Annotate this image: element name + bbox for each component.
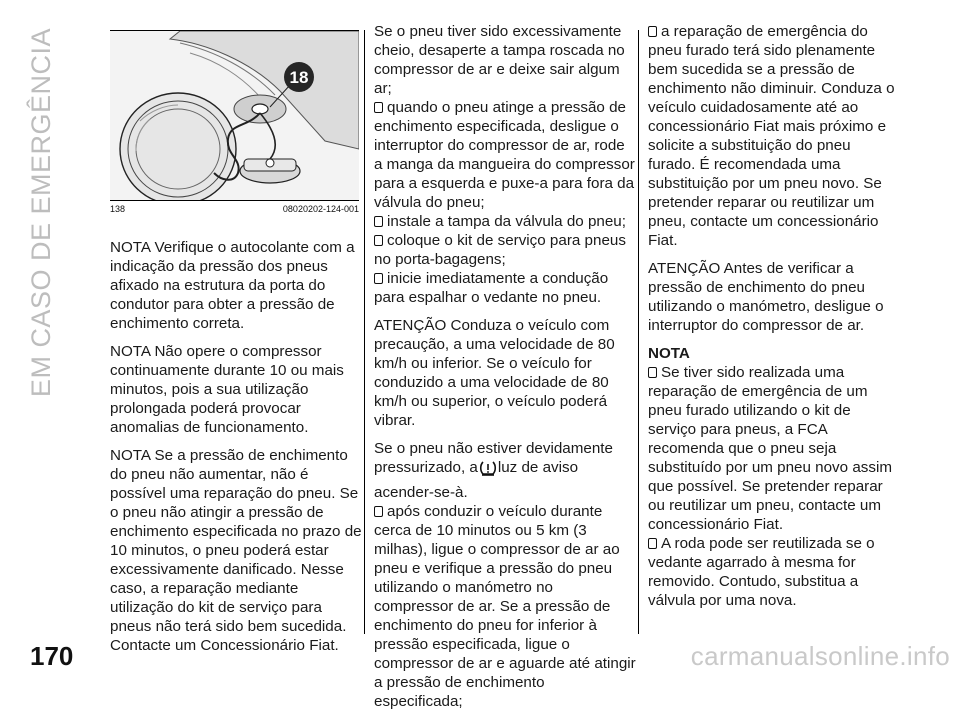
figure-ref-number: 138 — [110, 204, 126, 214]
bullet-text: coloque o kit de serviço para pneus no porta-bagagens; — [374, 232, 626, 268]
section-side-title — [2, 28, 80, 628]
warning-before-checking-pressure: ATENÇÃO Antes de verificar a pressão de enchimento do pneu utilizando o manómetro, desligue o interruptor do compressor de ar. — [648, 260, 884, 334]
tire-compressor-illustration — [110, 30, 359, 201]
checkbox-bullet-icon — [374, 216, 383, 227]
bullet-item — [374, 231, 636, 269]
paragraph-overinflated: Se o pneu tiver sido excessivamente cheio, desaperte a tampa roscada no compressor de ar e deixe sair algum ar; — [374, 23, 625, 97]
bullet-text: após conduzir o veículo durante cerca de 10 minutos ou 5 km (3 milhas), ligue o compressor de ar ao pneu e verifique a pressão do pneu utilizando o manómetro no compressor de ar. Se a pressão de enchimento do pneu for inferior à pressão especificada, ligue o compressor de ar e aguarde até atingir a pressão de enchimento especificada; — [374, 503, 636, 710]
figure-code: 08020202-124-001 — [282, 204, 359, 214]
text-column-1 — [110, 238, 362, 664]
bullet-item — [648, 22, 900, 250]
callout-number: 18 — [289, 68, 309, 87]
text-column-2 — [374, 22, 636, 711]
bullet-text: instale a tampa da válvula do pneu; — [387, 213, 626, 230]
column-divider-1 — [364, 30, 365, 634]
bullet-text: A roda pode ser reutilizada se o vedante agarrado à mesma for removido. Contudo, substitua a válvula por uma nova. — [648, 535, 875, 609]
bullet-item — [374, 98, 636, 212]
paragraph-underinflated: Se o pneu não estiver devidamente pressurizado, a luz de aviso acender-se-à. — [374, 440, 613, 501]
note-pressure-not-rising: NOTA Se a pressão de enchimento do pneu não aumentar, não é possível uma reparação do pneu. Se o pneu não atingir a pressão de enchimento especificada no prazo de 10 minutos, o pneu poderá estar excessivamente danificado. Nesse caso, a reparação mediante utilização do kit de serviço para pneus não terá sido bem sucedida. Contacte um Concessionário Fiat. — [110, 447, 362, 654]
checkbox-bullet-icon — [374, 273, 383, 284]
note-compressor-duration: NOTA Não opere o compressor continuamente durante 10 ou mais minutos, pois a sua utilização prolongada poderá provocar anomalias de funcionamento. — [110, 343, 344, 436]
nota-heading: NOTA — [648, 345, 690, 362]
checkbox-bullet-icon — [648, 538, 657, 549]
bullet-item — [374, 502, 636, 711]
checkbox-bullet-icon — [374, 235, 383, 246]
column-divider-2 — [638, 30, 639, 634]
checkbox-bullet-icon — [648, 367, 657, 378]
checkbox-bullet-icon — [648, 26, 657, 37]
section-title-text: EM CASO DE EMERGÊNCIA — [25, 28, 56, 398]
bullet-item — [374, 212, 636, 231]
bullet-item — [648, 534, 900, 610]
tire-pressure-warning-icon — [479, 459, 497, 483]
bullet-text: inicie imediatamente a condução para espalhar o vedante no pneu. — [374, 270, 609, 306]
bullet-text: quando o pneu atinge a pressão de enchimento especificada, desligue o interruptor do compressor de ar, rode a manga da mangueira do compressor para a esquerda e puxe-a para fora da válvula do pneu; — [374, 99, 635, 211]
bullet-text: a reparação de emergência do pneu furado terá sido plenamente bem sucedida se a pressão de enchimento não diminuir. Conduza o veículo cuidadosamente até ao concessionário Fiat mais próximo e solicite a substituição do pneu furado. É recomendada uma substituição por um pneu novo. Se pretender reparar ou reutilizar um pneu, contacte um concessionário Fiat. — [648, 23, 895, 249]
note-tire-pressure-label: NOTA Verifique o autocolante com a indicação da pressão dos pneus afixado na estrutura da porta do condutor para obter a pressão de enchimento correta. — [110, 239, 355, 332]
figure-caption — [110, 200, 359, 217]
page-number: 170 — [30, 641, 74, 671]
text-column-3 — [648, 22, 900, 610]
bullet-text: Se tiver sido realizada uma reparação de emergência de um pneu furado utilizando o kit de serviço para pneus, a FCA recomenda que o pneu seja substituído por um pneu novo assim que possível. Se pretender reparar ou reutilizar um pneu, contacte um concessionário Fiat. — [648, 364, 892, 533]
checkbox-bullet-icon — [374, 506, 383, 517]
warning-drive-carefully: ATENÇÃO Conduza o veículo com precaução, a uma velocidade de 80 km/h ou inferior. Se o veículo for conduzido a uma velocidade de 80 km/h ou superior, o veículo poderá vibrar. — [374, 317, 615, 429]
checkbox-bullet-icon — [374, 102, 383, 113]
bullet-item — [648, 363, 900, 534]
bullet-item — [374, 269, 636, 307]
footer-watermark: carmanualsonline.info — [690, 641, 950, 671]
